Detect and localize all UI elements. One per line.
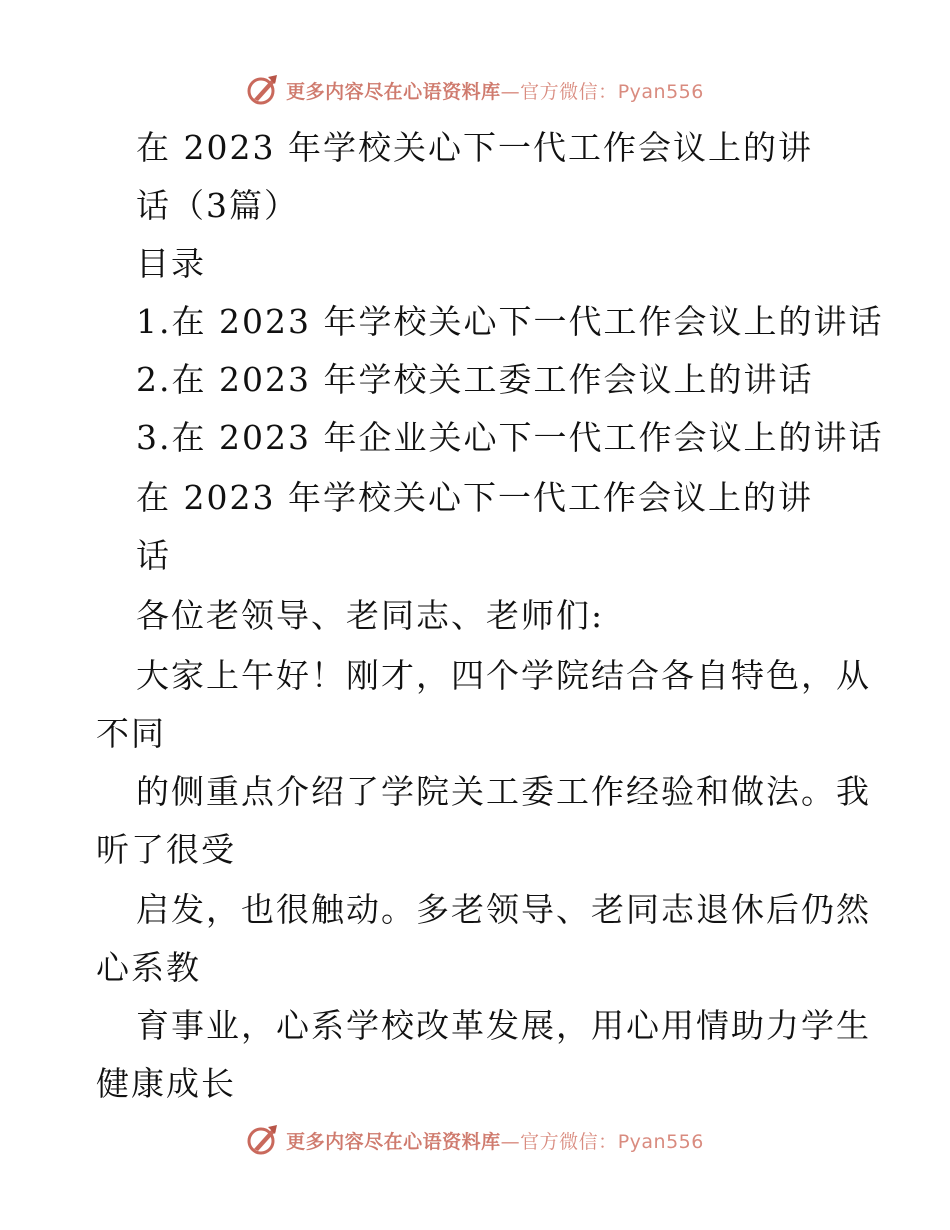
section-title-line2: 话 <box>136 536 171 575</box>
toc-item-1: 1.在 2023 年学校关心下一代工作会议上的讲话 <box>136 302 884 341</box>
paragraph-line: 大家上午好！刚才，四个学院结合各自特色，从 <box>136 656 871 695</box>
banner-dash: — <box>500 1130 521 1153</box>
paragraph-line: 的侧重点介绍了学院关工委工作经验和做法。我 <box>136 772 871 811</box>
banner-wechat-label: 官方微信： <box>520 80 618 103</box>
footer-watermark-banner <box>0 1120 950 1160</box>
paragraph-line: 健康成长 <box>96 1064 236 1103</box>
banner-brand-text: 更多内容尽在心语资料库 <box>286 1130 501 1153</box>
toc-item-2: 2.在 2023 年学校关工委工作会议上的讲话 <box>136 360 814 399</box>
banner-wechat-label: 官方微信： <box>520 1130 618 1153</box>
banner-wechat-id: Pyan556 <box>617 80 704 103</box>
toc-heading: 目录 <box>136 244 206 283</box>
banner-dash: — <box>500 80 521 103</box>
header-watermark-banner <box>0 70 950 110</box>
banner-brand-text: 更多内容尽在心语资料库 <box>286 80 501 103</box>
section-title-line1: 在 2023 年学校关心下一代工作会议上的讲 <box>136 478 813 517</box>
document-title-line1: 在 2023 年学校关心下一代工作会议上的讲 <box>136 128 813 167</box>
document-title-line2: 话（3篇） <box>136 186 299 225</box>
quill-pen-logo-icon <box>246 1123 280 1157</box>
paragraph-line: 心系教 <box>96 948 201 987</box>
paragraph-line: 启发，也很触动。多老领导、老同志退休后仍然 <box>136 890 871 929</box>
paragraph-line: 听了很受 <box>96 830 236 869</box>
salutation: 各位老领导、老同志、老师们: <box>136 596 605 635</box>
toc-item-3: 3.在 2023 年企业关心下一代工作会议上的讲话 <box>136 418 884 457</box>
paragraph-line: 育事业，心系学校改革发展，用心用情助力学生 <box>136 1006 871 1045</box>
banner-wechat-id: Pyan556 <box>617 1130 704 1153</box>
quill-pen-logo-icon <box>246 73 280 107</box>
paragraph-line: 不同 <box>96 714 166 753</box>
